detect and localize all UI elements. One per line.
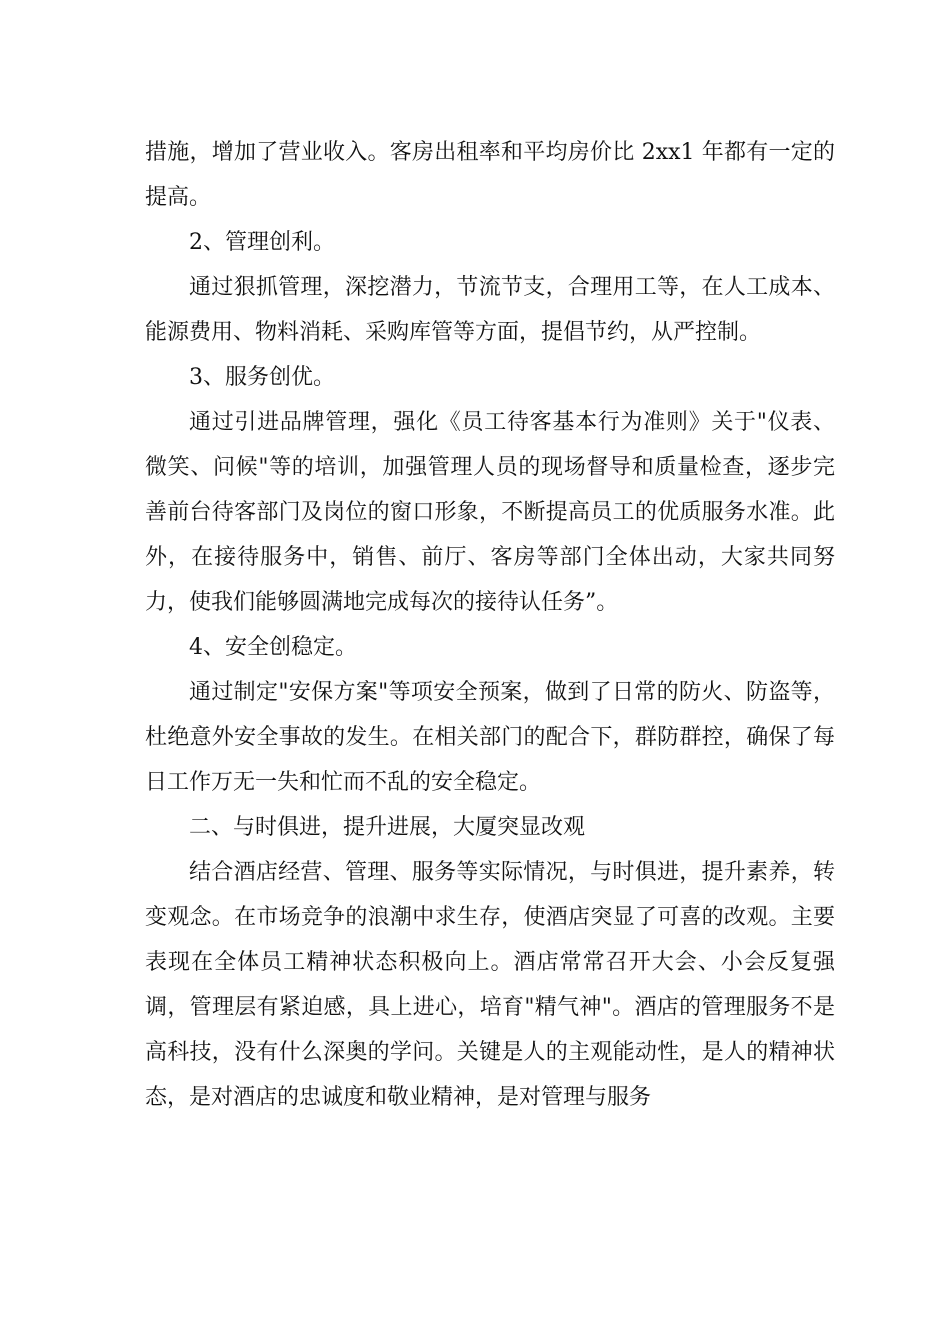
paragraph-section-two: 结合酒店经营、管理、服务等实际情况，与时俱进，提升素养，转变观念。在市场竞争的浪潮中求生存，使酒店突显了可喜的改观。主要表现在全体员工精神状态积极向上。酒店常常召开大会、小会反复强调，管理层有紧迫感，具上进心，培育"精气神"。酒店的管理服务不是高科技，没有什么深奥的学问。关键是人的主观能动性，是人的精神状态，是对酒店的忠诚度和敬业精神，是对管理与服务	[145, 860, 835, 1110]
paragraph-continuation: 措施，增加了营业收入。客房出租率和平均房价比 2xx1 年都有一定的提高。	[145, 140, 835, 210]
heading-management-profit: 2、管理创利。	[189, 230, 335, 255]
paragraph-service-excellence: 通过引进品牌管理，强化《员工待客基本行为准则》关于"仪表、微笑、问候"等的培训，加强管理人员的现场督导和质量检查，逐步完善前台待客部门及岗位的窗口形象，不断提高员工的优质服务水准。此外，在接待服务中，销售、前厅、客房等部门全体出动，大家共同努力，使我们能够圆满地完成每次的接待认任务”。	[145, 410, 835, 615]
heading-service-excellence: 3、服务创优。	[189, 365, 335, 390]
paragraph-management-profit: 通过狠抓管理，深挖潜力，节流节支，合理用工等，在人工成本、能源费用、物料消耗、采购库管等方面，提倡节约，从严控制。	[145, 275, 835, 345]
heading-safety-stability: 4、安全创稳定。	[189, 635, 357, 660]
document-body	[145, 130, 835, 1120]
section-heading-two: 二、与时俱进，提升进展，大厦突显改观	[189, 815, 586, 840]
paragraph-safety-stability: 通过制定"安保方案"等项安全预案，做到了日常的防火、防盗等，杜绝意外安全事故的发生。在相关部门的配合下，群防群控，确保了每日工作万无一失和忙而不乱的安全稳定。	[145, 680, 835, 795]
